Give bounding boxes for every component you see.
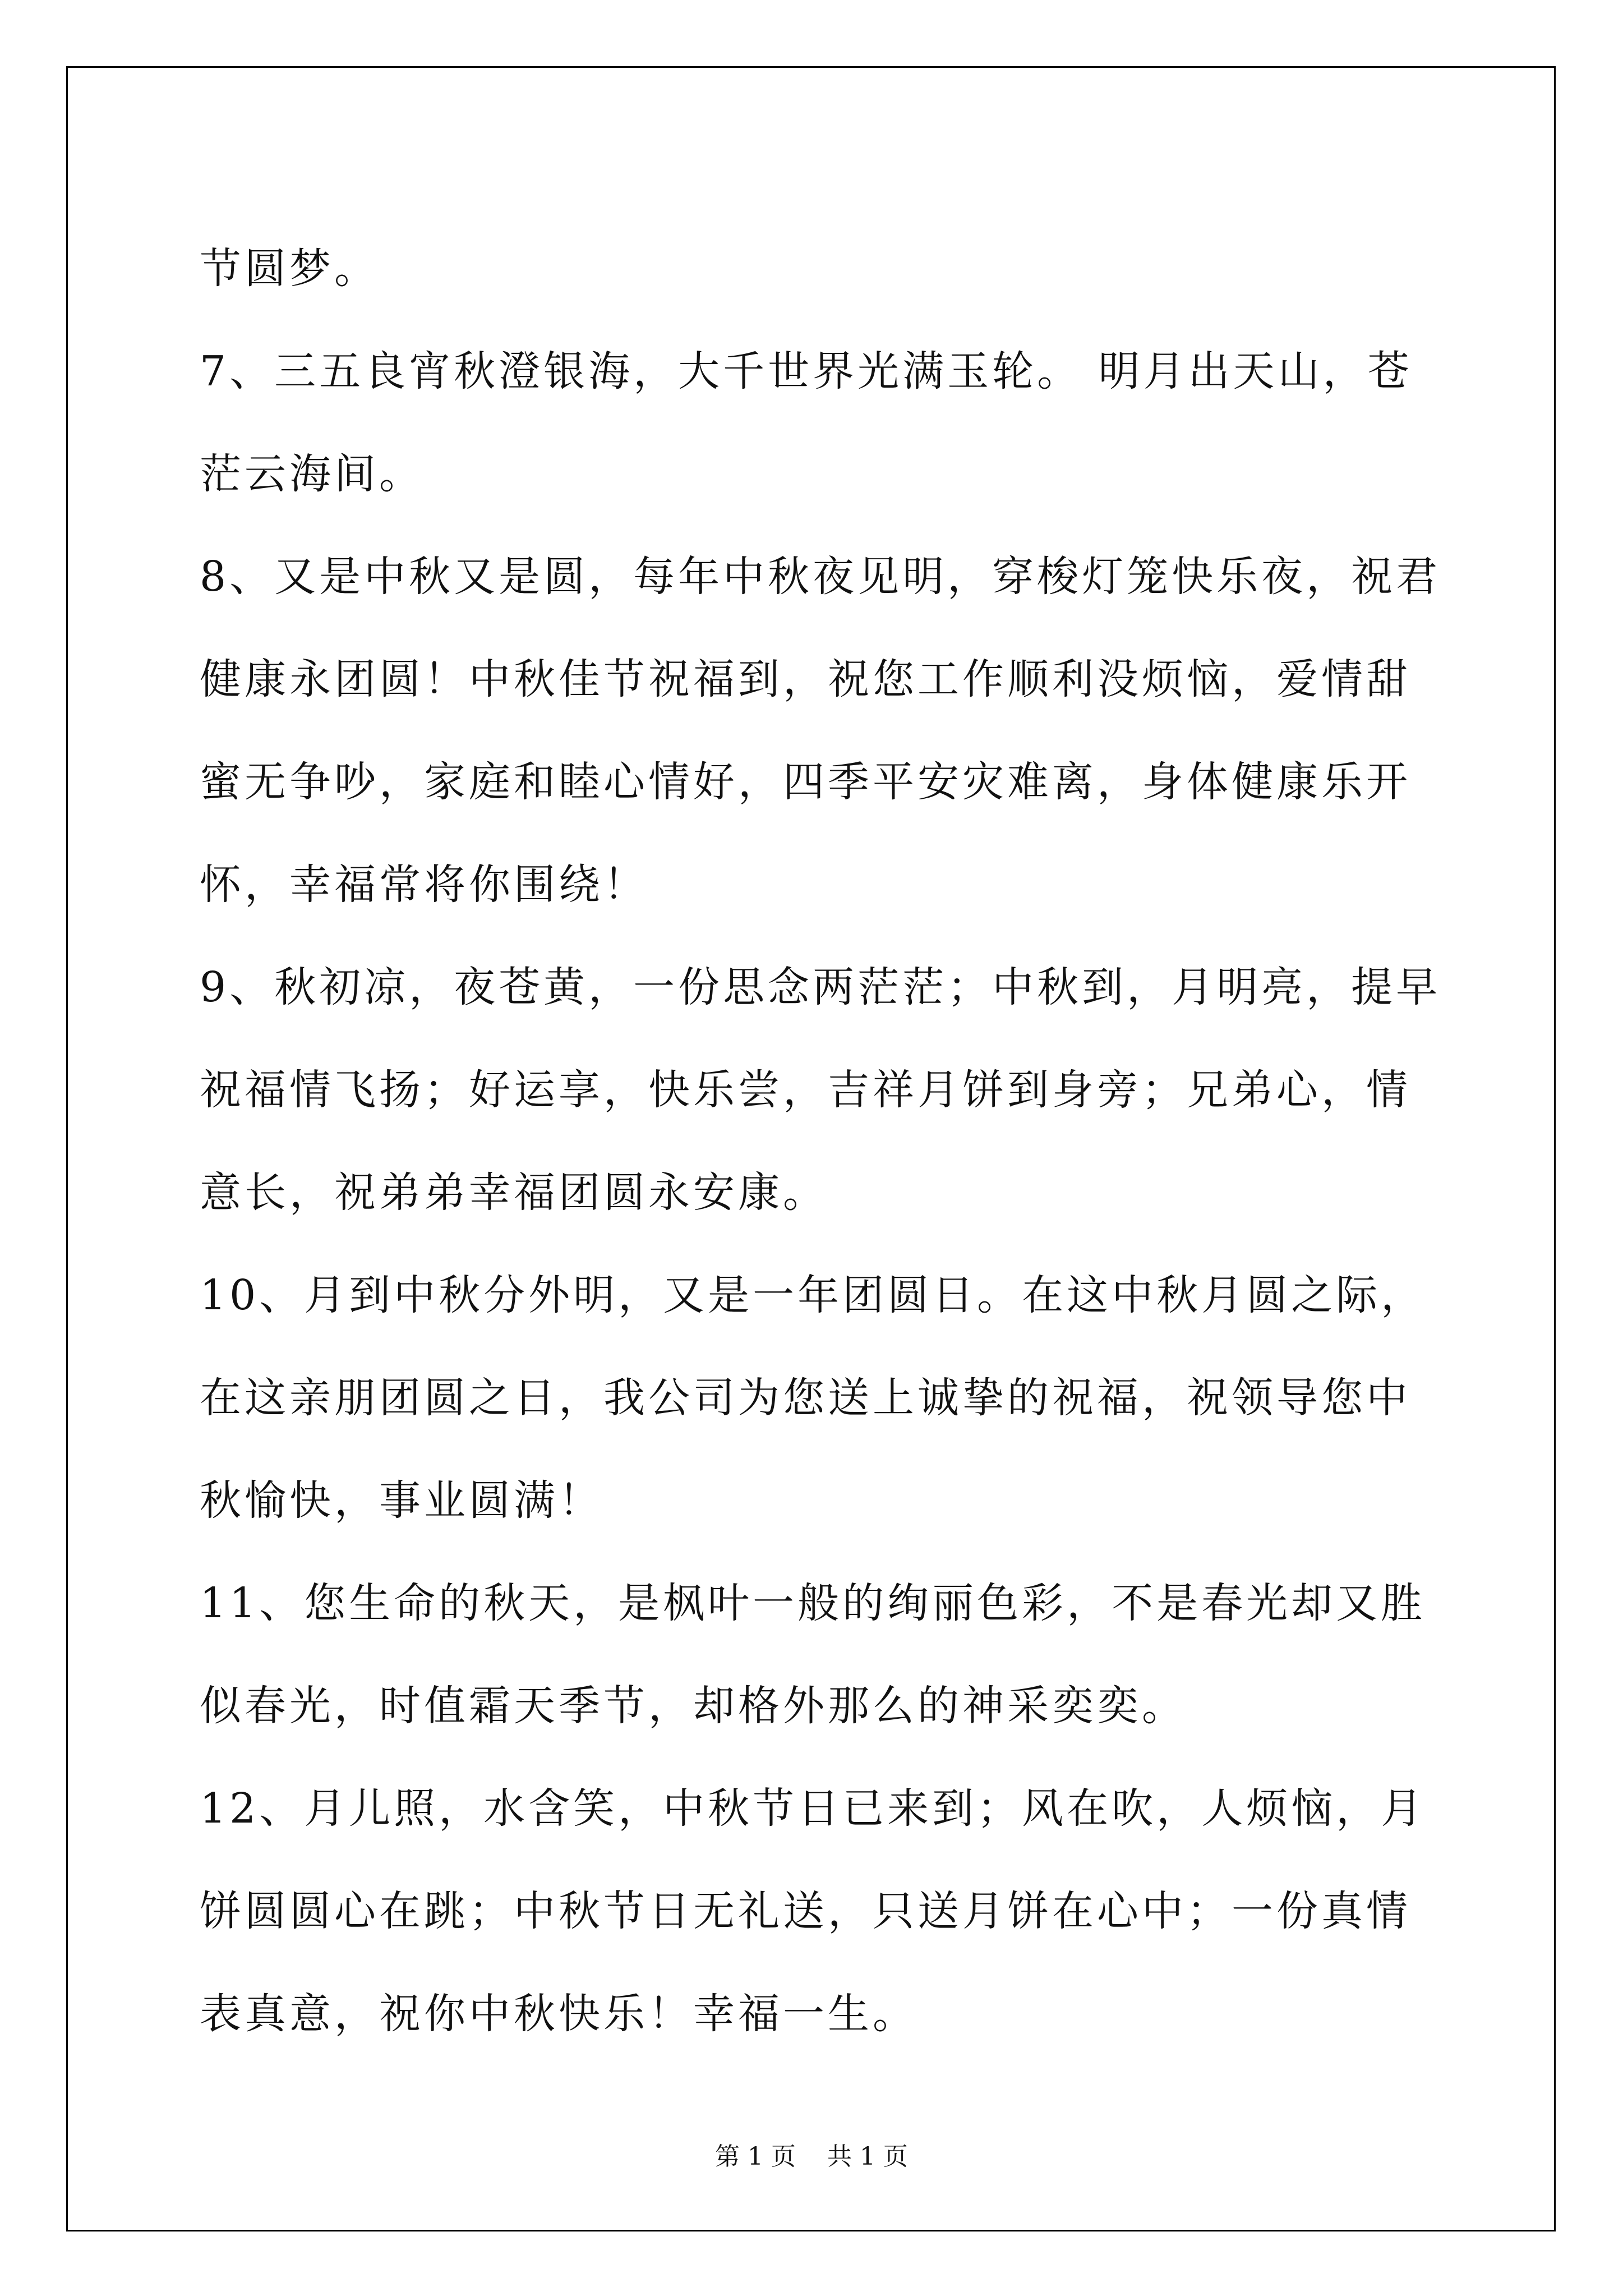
paragraph: 11、您生命的秋天，是枫叶一般的绚丽色彩，不是春光却又胜似春光，时值霜天季节，却格外那么的神采奕奕。 — [200, 1579, 1426, 1730]
document-body — [200, 218, 1450, 2065]
paragraph: 9、秋初凉，夜苍黄，一份思念两茫茫；中秋到，月明亮，提早祝福情飞扬；好运享，快乐尝，吉祥月饼到身旁；兄弟心，情意长，祝弟弟幸福团圆永安康。 — [200, 963, 1441, 1217]
page-footer: 第 1 页 共 1 页 — [715, 2142, 908, 2171]
paragraph: 8、又是中秋又是圆，每年中秋夜见明，穿梭灯笼快乐夜，祝君健康永团圆！中秋佳节祝福到，祝您工作顺利没烦恼，爱情甜蜜无争吵，家庭和睦心情好，四季平安灾难离，身体健康乐开怀，幸福常将你围绕！ — [200, 553, 1441, 909]
paragraph: 10、月到中秋分外明，又是一年团圆日。在这中秋月圆之际，在这亲朋团圆之日，我公司为您送上诚挚的祝福，祝领导您中秋愉快，事业圆满！ — [200, 1271, 1426, 1525]
paragraph: 12、月儿照，水含笑，中秋节日已来到；风在吹，人烦恼，月饼圆圆心在跳；中秋节日无礼送，只送月饼在心中；一份真情表真意，祝你中秋快乐！幸福一生。 — [200, 1784, 1426, 2038]
paragraph: 节圆梦。 — [200, 245, 379, 293]
paragraph: 7、三五良宵秋澄银海，大千世界光满玉轮。 明月出天山，苍茫云海间。 — [200, 347, 1413, 498]
